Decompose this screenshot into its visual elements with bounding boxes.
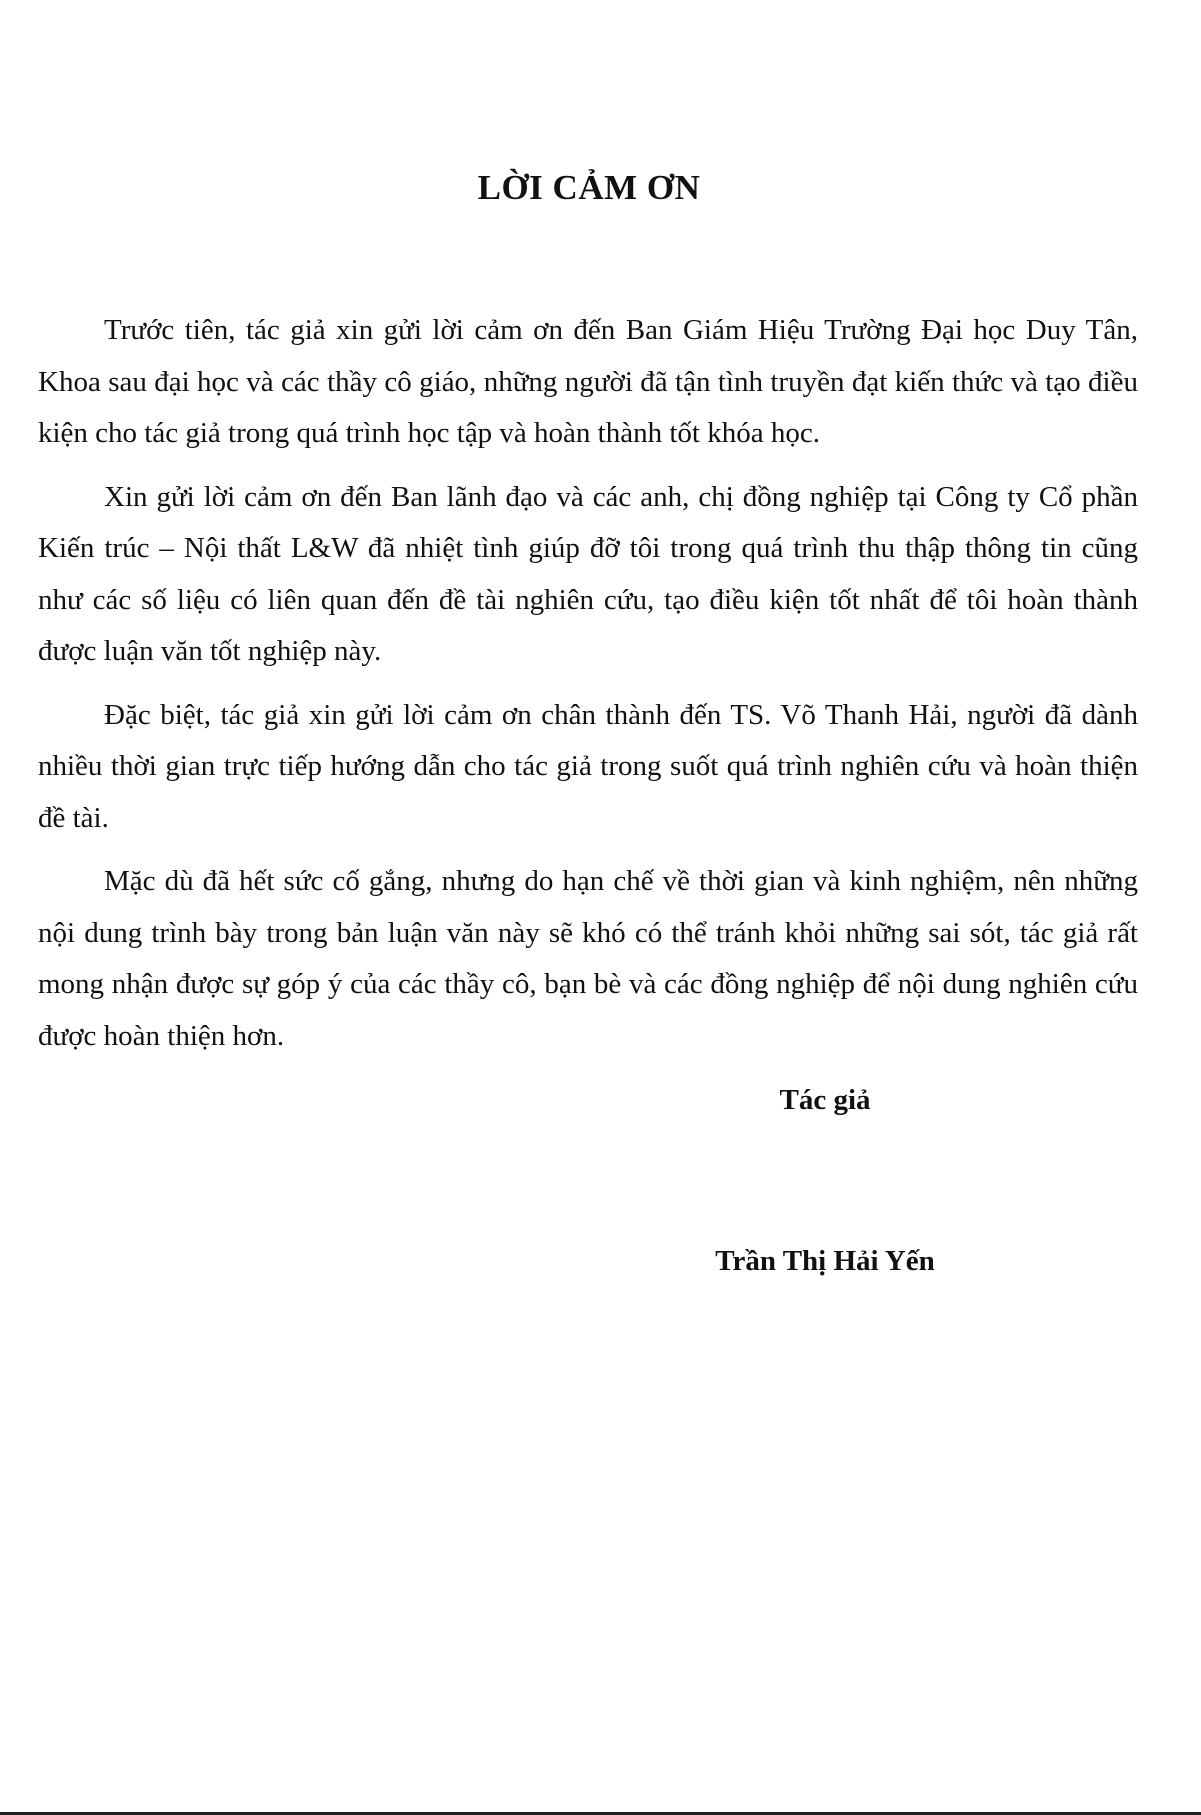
paragraph-4: Mặc dù đã hết sức cố gắng, nhưng do hạn chế về thời gian và kinh nghiệm, nên những nội dung trình bày trong bản luận văn này sẽ khó có thể tránh khỏi những sai sót, tác giả rất mong nhận được sự góp ý của các thầy cô, bạn bè và các đồng nghiệp để nội dung nghiên cứu được hoàn thiện hơn. <box>38 865 1138 1052</box>
signature-role: Tác giả <box>779 1084 871 1116</box>
paragraph-3: Đặc biệt, tác giả xin gửi lời cảm ơn chân thành đến TS. Võ Thanh Hải, người đã dành nhiều thời gian trực tiếp hướng dẫn cho tác giả trong suốt quá trình nghiên cứu và hoàn thiện đề tài. <box>38 698 1138 834</box>
signature-name: Trần Thị Hải Yến <box>715 1245 935 1277</box>
acknowledgement-body <box>38 305 1138 1074</box>
page-title: LỜI CẢM ƠN <box>477 168 701 207</box>
paragraph-2: Xin gửi lời cảm ơn đến Ban lãnh đạo và các anh, chị đồng nghiệp tại Công ty Cổ phần Kiến trúc – Nội thất L&W đã nhiệt tình giúp đỡ tôi trong quá trình thu thập thông tin cũng như các số liệu có liên quan đến đề tài nghiên cứu, tạo điều kiện tốt nhất để tôi hoàn thành được luận văn tốt nghiệp này. <box>38 480 1138 667</box>
paragraph-1: Trước tiên, tác giả xin gửi lời cảm ơn đến Ban Giám Hiệu Trường Đại học Duy Tân, Khoa sau đại học và các thầy cô giáo, những người đã tận tình truyền đạt kiến thức và tạo điều kiện cho tác giả trong quá trình học tập và hoàn thành tốt khóa học. <box>38 314 1138 449</box>
